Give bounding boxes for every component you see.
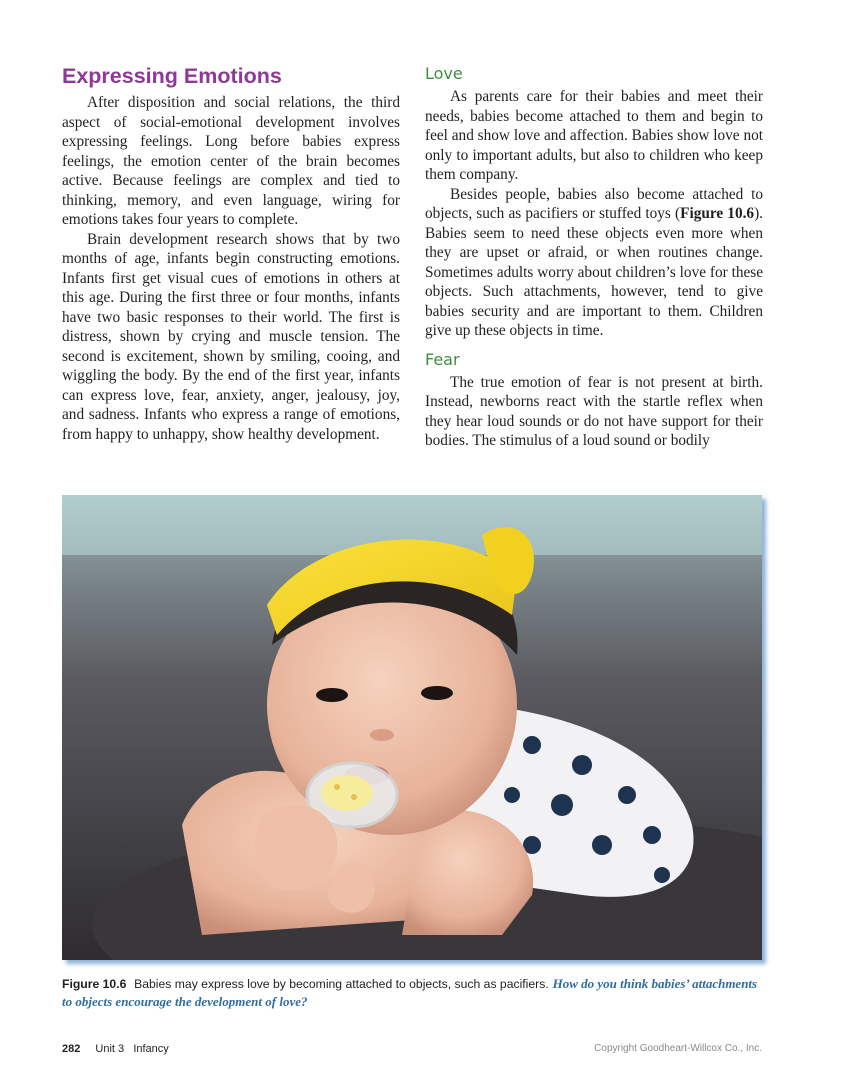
paragraph-disposition: After disposition and social relations, the third aspect of social-emotional development involves expressing feelings. Long before babies express feelings, the emotion center of the brain becomes active. Because feelings are complex and tied to thinking, memory, and even language, wiring for emotions takes four years to complete. — [62, 94, 400, 228]
left-column — [62, 62, 400, 444]
caption-text: Babies may express love by becoming attached to objects, such as pacifiers. — [134, 977, 549, 991]
subhead-fear: Fear — [425, 349, 460, 369]
figure-reference[interactable]: Figure 10.6 — [680, 205, 755, 222]
right-column — [425, 62, 763, 451]
unit-label: Unit 3 Infancy — [95, 1043, 169, 1055]
figure-caption — [62, 975, 762, 1011]
paragraph-love-1: As parents care for their babies and meet their needs, babies become attached to them and begin to feel and show love and affection. Babies show love not only to important adults, but also to children who keep them company. — [425, 88, 763, 183]
subhead-love: Love — [425, 64, 463, 83]
paragraph-love-2-start: Besides people, babies also become attached to objects, such as pacifiers or stuffed toys ( — [425, 185, 763, 222]
paragraph-fear-1: The true emotion of fear is not present at birth. Instead, newborns react with the startle reflex when they hear loud sounds or do not have support for their bodies. The stimulus of a loud sound or bodily — [425, 373, 763, 449]
figure-label: Figure 10.6 — [62, 977, 127, 991]
paragraph-brain-development: Brain development research shows that by two months of age, infants begin constructing emotions. Infants first get visual cues of emotions in others at this age. During the first three or four months, infants have two basic responses to their world. The first is distress, shown by crying and muscle tension. The second is excitement, shown by smiling, cooing, and wiggling the body. By the end of the first year, infants can express love, fear, anxiety, anger, jealousy, joy, and sadness. Infants who express a range of emotions, from happy to unhappy, show healthy development. — [62, 230, 400, 443]
baby-photo — [62, 495, 762, 960]
paragraph-love-2 — [425, 185, 763, 341]
caption-question: How do you think babies’ attachments to objects encourage the development of love? — [62, 976, 758, 1009]
paragraph-love-2-end: ). Babies seem to need these objects even more when they are upset or afraid, or when routines change. Sometimes adults worry about children’s love for these objects. Such attachments, however, tend to give babies security and are important to them. Children give up these objects in time. — [425, 205, 763, 339]
page-footer — [62, 1043, 762, 1055]
page-number: 282 — [62, 1043, 81, 1055]
section-title: Expressing Emotions — [62, 64, 282, 88]
copyright-notice: Copyright Goodheart-Willcox Co., Inc. — [594, 1043, 762, 1054]
